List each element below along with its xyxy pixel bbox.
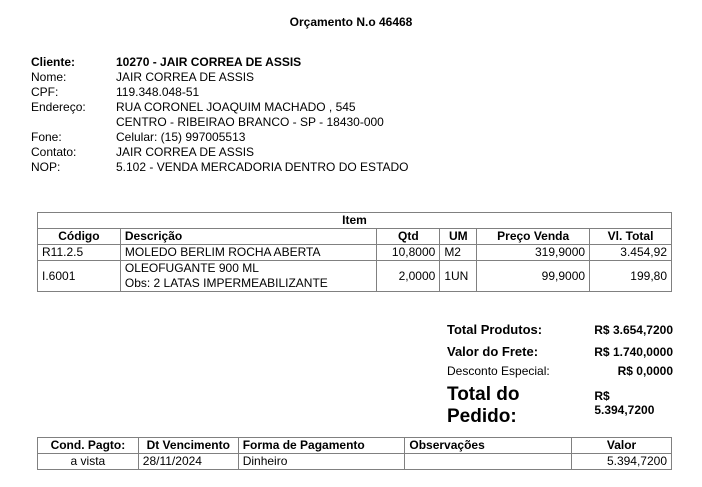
payment-condition: a vista [38, 454, 139, 470]
cpf-row [31, 85, 409, 100]
payment-table [37, 437, 672, 470]
item-price: 319,9000 [477, 245, 590, 261]
total-products-label: Total Produtos: [447, 322, 543, 337]
item-total: 3.454,92 [590, 245, 672, 261]
header-price: Preço Venda [477, 229, 590, 245]
address-row-2 [31, 115, 409, 130]
header-value: Valor [572, 438, 672, 454]
payment-value: 5.394,7200 [572, 454, 672, 470]
order-total-row [447, 384, 673, 427]
total-products-row [447, 322, 673, 344]
payment-due-date: 28/11/2024 [138, 454, 238, 470]
address-label-2 [31, 115, 116, 130]
totals-block [447, 322, 673, 427]
item-code: R11.2.5 [38, 245, 121, 261]
order-total-label: Total do Pedido: [447, 384, 520, 427]
address-row [31, 100, 409, 115]
discount-value: R$ 0,0000 [617, 364, 673, 378]
phone-row [31, 130, 409, 145]
item-um: M2 [440, 245, 477, 261]
item-price: 99,9000 [477, 261, 590, 292]
cpf-value: 119.348.048-51 [116, 85, 200, 99]
address-value: RUA CORONEL JOAQUIM MACHADO , 545 [116, 100, 356, 114]
freight-label: Valor do Frete: [447, 344, 539, 359]
freight-value: R$ 1.740,0000 [594, 345, 673, 359]
header-code: Código [38, 229, 121, 245]
item-observation: Obs: 2 LATAS IMPERMEABILIZANTE [124, 276, 328, 290]
header-observations: Observações [405, 438, 572, 454]
address-value-2: CENTRO - RIBEIRAO BRANCO - SP - 18430-000 [116, 115, 384, 129]
discount-label: Desconto Especial: [447, 364, 550, 378]
item-description-cell [120, 261, 377, 292]
header-total: Vl. Total [590, 229, 672, 245]
item-code: I.6001 [38, 261, 121, 292]
items-caption: Item [38, 213, 672, 229]
header-due-date: Dt Vencimento [138, 438, 238, 454]
client-row [31, 55, 409, 70]
item-description: OLEOFUGANTE 900 ML [124, 261, 259, 275]
header-description: Descrição [120, 229, 377, 245]
item-description: MOLEDO BERLIM ROCHA ABERTA [120, 245, 377, 261]
item-um: 1UN [440, 261, 477, 292]
item-qty: 10,8000 [377, 245, 440, 261]
name-row [31, 70, 409, 85]
item-qty: 2,0000 [377, 261, 440, 292]
table-row [38, 454, 672, 470]
contact-row [31, 145, 409, 160]
cpf-label: CPF: [31, 85, 59, 99]
client-info [31, 55, 409, 175]
item-total: 199,80 [590, 261, 672, 292]
items-table [37, 212, 672, 292]
table-row [38, 261, 672, 292]
nop-value: 5.102 - VENDA MERCADORIA DENTRO DO ESTADO [116, 160, 409, 174]
client-label: Cliente: [31, 55, 76, 69]
header-um: UM [440, 229, 477, 245]
name-value: JAIR CORREA DE ASSIS [116, 70, 255, 84]
total-products-value: R$ 3.654,7200 [594, 323, 673, 337]
order-total-value: R$ 5.394,7200 [594, 389, 655, 417]
header-payment-condition: Cond. Pagto: [38, 438, 139, 454]
document-title: Orçamento N.o 46468 [289, 15, 413, 29]
phone-value: Celular: (15) 997005513 [116, 130, 246, 144]
contact-value: JAIR CORREA DE ASSIS [116, 145, 255, 159]
discount-row [447, 364, 673, 384]
name-label: Nome: [31, 70, 67, 84]
address-label: Endereço: [31, 100, 86, 114]
payment-observations [405, 454, 572, 470]
nop-label: NOP: [31, 160, 61, 174]
phone-label: Fone: [31, 130, 62, 144]
payment-method: Dinheiro [238, 454, 405, 470]
header-qty: Qtd [377, 229, 440, 245]
freight-row [447, 344, 673, 364]
nop-row [31, 160, 409, 175]
contact-label: Contato: [31, 145, 77, 159]
table-row [38, 245, 672, 261]
header-payment-method: Forma de Pagamento [238, 438, 405, 454]
client-value: 10270 - JAIR CORREA DE ASSIS [116, 55, 302, 69]
